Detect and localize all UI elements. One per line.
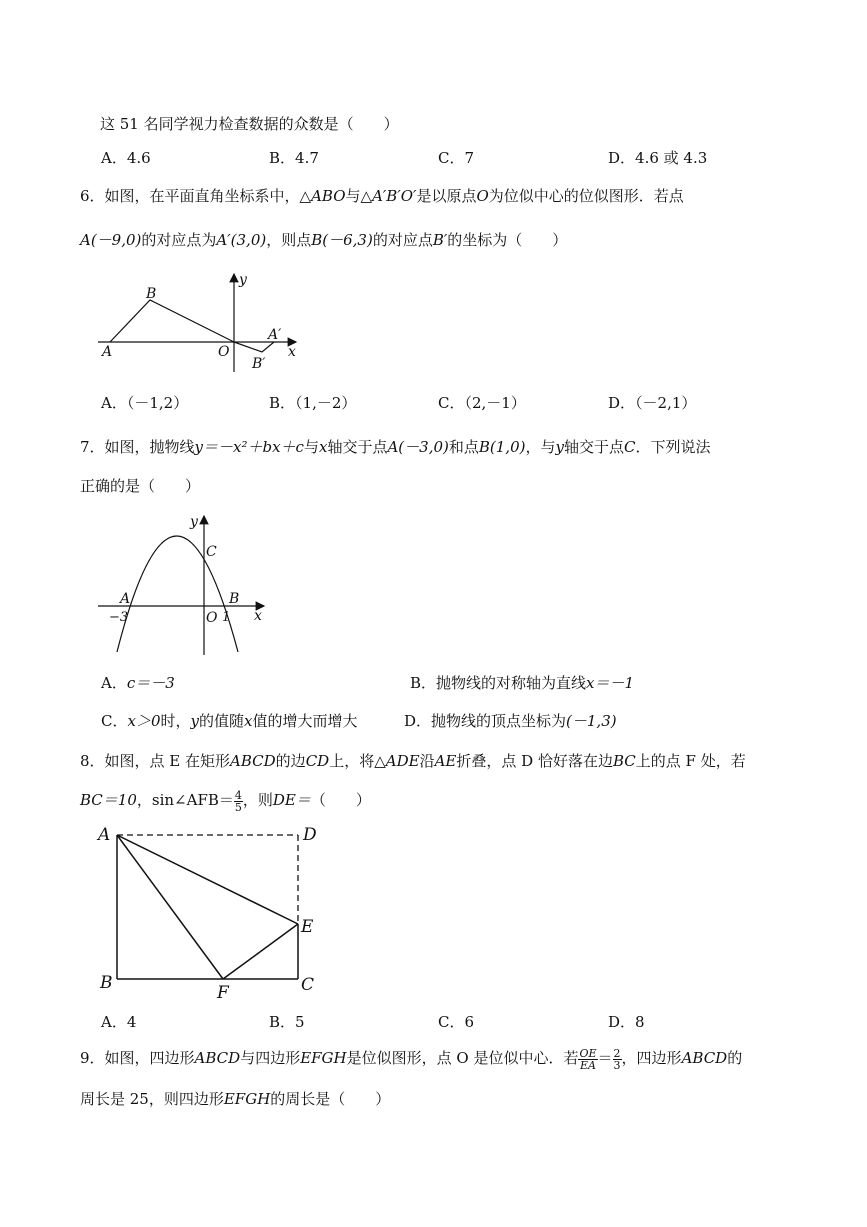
q7-label-o: O: [206, 610, 218, 626]
q7-text: ．下列说法: [635, 438, 711, 456]
q7-text: C．: [101, 712, 128, 730]
q6-text: 与: [345, 187, 361, 205]
q9-fraction-2-3: [613, 1048, 622, 1071]
q7-text: 与: [303, 438, 319, 456]
q8-text: 沿: [419, 752, 435, 770]
q6-label-y: y: [239, 272, 247, 288]
q6-label-ap: A′: [268, 327, 282, 343]
q8-segment-af: [117, 835, 223, 979]
q7-text: ，与: [525, 438, 556, 456]
q6-option-d: D．（－2,1）: [608, 394, 697, 412]
q9-text: 与四边形: [240, 1049, 301, 1067]
q7-text: D．抛物线的顶点坐标为: [404, 712, 567, 730]
q8-math: DE＝: [272, 791, 311, 809]
q9-text: 9．如图，四边形: [80, 1049, 195, 1067]
q7-text: B．抛物线的对称轴为直线: [410, 674, 587, 692]
q7-math: B(1,0): [478, 438, 526, 456]
q6-math: B′: [432, 231, 448, 249]
q6-text: 6．如图，在平面直角坐标系中，: [80, 187, 300, 205]
q9-text: 的: [727, 1049, 743, 1067]
q8-text: 8．如图，点 E 在矩形: [80, 752, 231, 770]
q9-text: 是位似图形，点 O 是位似中心．若: [346, 1049, 579, 1067]
q6-text: 是以原点: [416, 187, 477, 205]
q6-text: 的对应点为: [141, 231, 217, 249]
q6-math: O: [476, 187, 489, 205]
q8-math: CD: [305, 752, 330, 770]
q8-math: AE: [434, 752, 457, 770]
q8-text: 上，将: [329, 752, 375, 770]
q6-text: 为位似中心的位似图形．若点: [488, 187, 684, 205]
q8-label-e: E: [301, 917, 314, 937]
q9-fraction-num: 2: [613, 1046, 621, 1060]
q6-option-b: B．（1,－2）: [269, 394, 357, 412]
q7-stem-line2: 正确的是（ ）: [80, 477, 201, 495]
q5-option-c: C．7: [438, 149, 475, 167]
q6-math: △A′B′O′: [360, 187, 417, 205]
q8-math: BC＝10: [80, 791, 137, 809]
q9-text: ＝: [597, 1049, 613, 1067]
q7-label-1: 1: [222, 610, 231, 625]
q8-label-b: B: [100, 973, 113, 993]
q7-label-c: C: [206, 544, 217, 560]
q7-math: (－1,3): [566, 712, 617, 730]
q7-math: x＝－1: [586, 674, 635, 692]
q9-math: ABCD: [194, 1049, 241, 1067]
q7-math: x＞0: [127, 712, 161, 730]
q6-math: △ABO: [299, 187, 346, 205]
q9-fraction-den: 3: [613, 1058, 621, 1072]
q7-text: 值的增大而增大: [252, 712, 358, 730]
q8-text: 折叠，点 D 恰好落在边: [456, 752, 613, 770]
q8-math: △ADE: [374, 752, 420, 770]
q7-label-a: A: [120, 591, 131, 607]
q7-text: 时，: [160, 712, 191, 730]
q6-label-b: B: [146, 286, 157, 302]
q9-fraction-num: OE: [579, 1046, 597, 1060]
q6-math: A′(3,0): [216, 231, 267, 249]
q8-text: 上的点 F 处，若: [635, 752, 746, 770]
q9-fraction-den: EA: [580, 1058, 596, 1072]
q8-option-a: A．4: [101, 1013, 137, 1031]
q6-label-bp: B′: [252, 356, 266, 372]
q5-option-a: A．4.6: [101, 149, 151, 167]
q8-option-b: B．5: [269, 1013, 305, 1031]
q7-label-y: y: [190, 514, 198, 530]
q9-stem-line1: [80, 1044, 742, 1072]
q8-math: BC: [612, 752, 636, 770]
q7-text: 轴交于点: [327, 438, 388, 456]
q5-option-d: D．4.6 或 4.3: [608, 149, 708, 167]
q8-math: sin∠AFB＝: [151, 791, 234, 809]
q6-label-x: x: [288, 344, 296, 360]
q9-math: EFGH: [223, 1090, 271, 1108]
q7-text: A．: [101, 674, 127, 692]
q5-stem: 这 51 名同学视力检查数据的众数是（ ）: [100, 115, 399, 133]
q8-label-c: C: [301, 975, 315, 995]
q9-text: 周长是 25，则四边形: [80, 1090, 224, 1108]
q8-fraction-den: 5: [234, 800, 242, 814]
q6-text: ，则点: [266, 231, 312, 249]
q7-math: x: [244, 712, 253, 730]
q8-label-f: F: [217, 983, 229, 1003]
q8-label-a: A: [98, 825, 111, 845]
q7-label-b: B: [229, 591, 240, 607]
q6-option-c: C．（2,－1）: [438, 394, 526, 412]
q7-label-x: x: [254, 608, 262, 624]
q7-text: 7．如图，抛物线: [80, 438, 195, 456]
q6-text: 的坐标为（ ）: [447, 231, 568, 249]
q7-text: 和点: [448, 438, 479, 456]
q8-text: ，: [136, 791, 152, 809]
q7-label-minus3: −3: [109, 610, 129, 625]
q7-text: 的值随: [199, 712, 245, 730]
q8-text: ，则: [242, 791, 273, 809]
q7-math: A(－3,0): [387, 438, 449, 456]
q7-math: C: [624, 438, 636, 456]
q8-fraction-num: 4: [234, 788, 242, 802]
q6-math: A(－9,0): [80, 231, 142, 249]
q8-label-d: D: [303, 825, 317, 845]
q6-label-o: O: [218, 344, 230, 360]
q7-math: y: [555, 438, 564, 456]
q9-fraction-oe-ea: [578, 1048, 597, 1071]
q7-math: x: [318, 438, 328, 456]
q6-label-a: A: [102, 344, 113, 360]
q8-math: ABCD: [230, 752, 276, 770]
q7-text: 轴交于点: [563, 438, 624, 456]
q9-stem-line2: [80, 1089, 390, 1109]
q6-text: 的对应点: [372, 231, 433, 249]
q7-math: y＝－x²＋bx＋c: [194, 438, 304, 456]
q6-math: B(－6,3): [311, 231, 373, 249]
q7-math: y: [190, 712, 199, 730]
q8-text: 的边: [275, 752, 306, 770]
q9-text: ，四边形: [621, 1049, 682, 1067]
q6-option-a: A．（－1,2）: [101, 394, 189, 412]
q9-math: ABCD: [681, 1049, 728, 1067]
q8-option-d: D．8: [608, 1013, 645, 1031]
q7-math: c＝－3: [126, 674, 175, 692]
q5-option-b: B．4.7: [269, 149, 319, 167]
q8-segment-fe: [223, 924, 298, 979]
q8-segment-ae: [117, 835, 298, 924]
q8-text: （ ）: [310, 791, 371, 809]
q9-math: EFGH: [300, 1049, 347, 1067]
q8-option-c: C．6: [438, 1013, 475, 1031]
q9-text: 的周长是（ ）: [270, 1090, 391, 1108]
